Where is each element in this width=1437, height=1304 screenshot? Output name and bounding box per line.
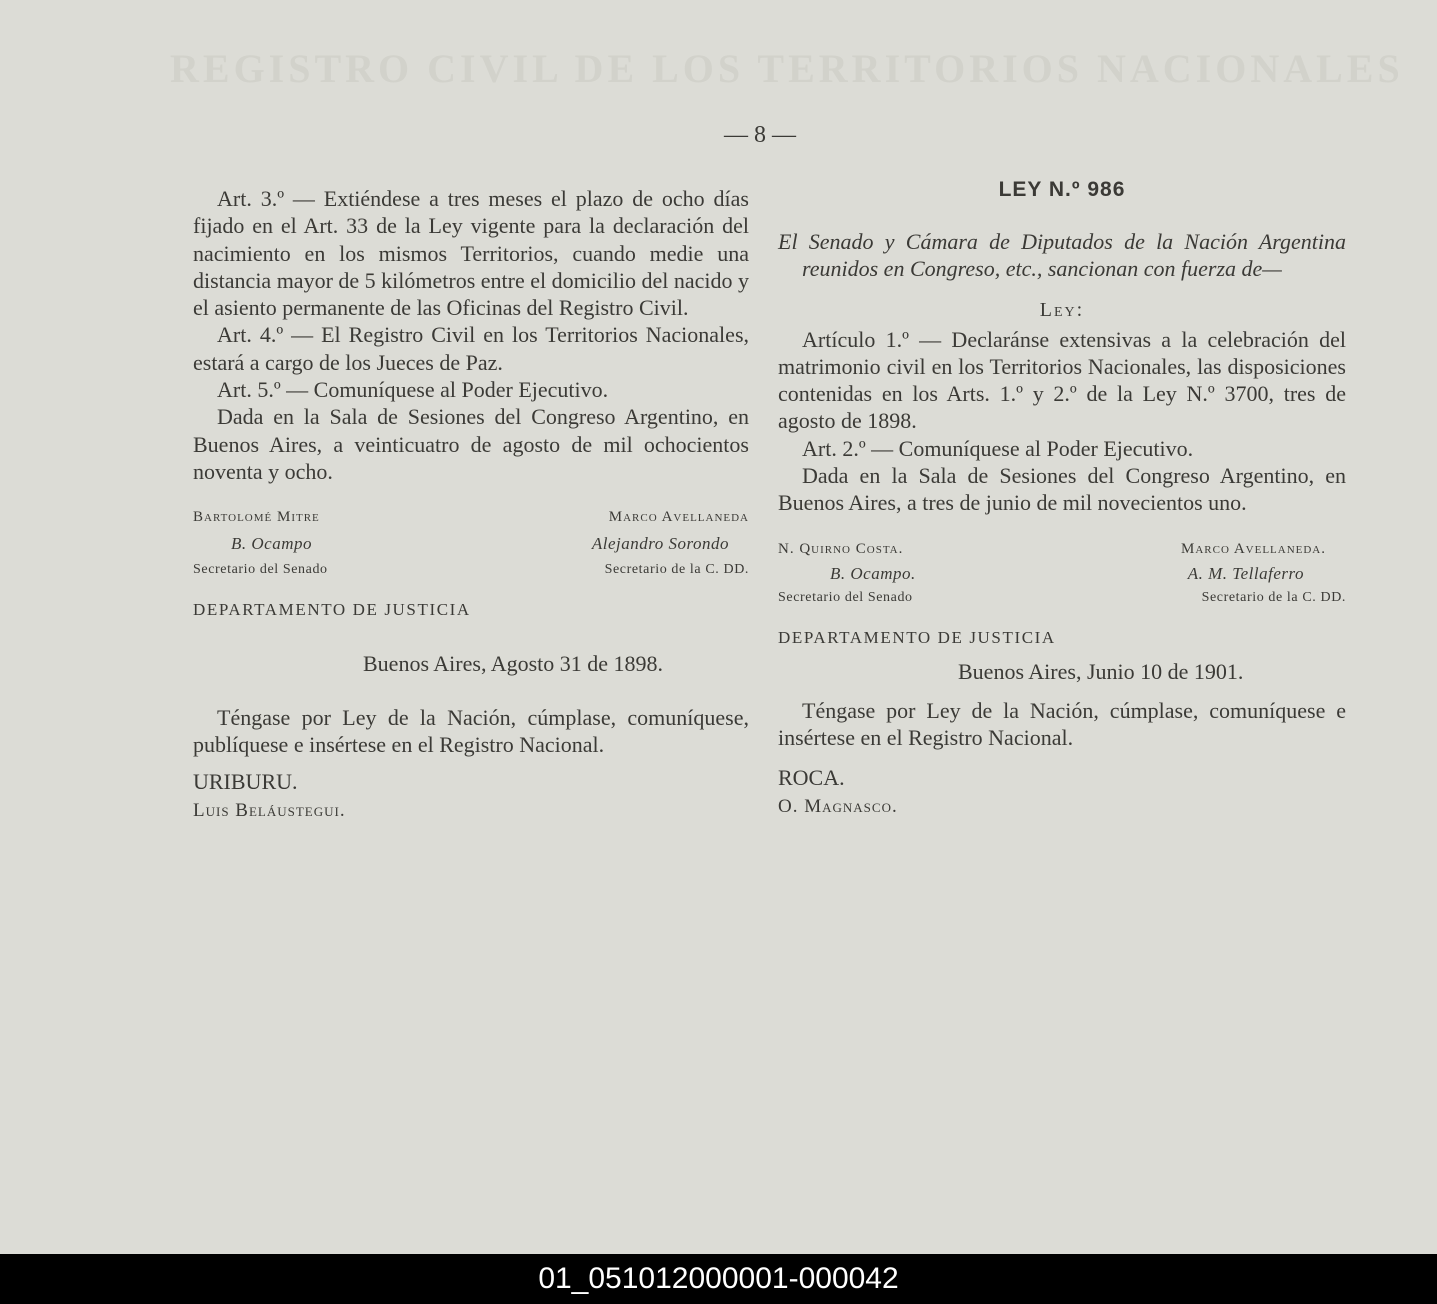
left-article-3: Art. 3.º — Extiéndese a tres meses el plazo de ocho días fijado en el Art. 33 de la Ley vigente para la declaración del nacimiento en los mismos Territorios, cuando medie una distancia mayor de 5 kilómetros entre el domicilio del nacido y el asiento permanente de las Oficinas del Registro Civil. <box>193 186 749 321</box>
senate-secretary-title: Secretario del Senado <box>193 562 328 578</box>
left-place-date: Buenos Aires, Agosto 31 de 1898. <box>363 651 664 677</box>
law-title: LEY N.º 986 <box>998 178 1126 201</box>
page-number: — 8 — <box>724 122 796 148</box>
right-signer: ROCA. <box>778 764 845 790</box>
left-column <box>193 185 749 825</box>
chamber-secretary-title: Secretario de la C. DD. <box>604 562 749 578</box>
senate-secretary-name: B. Ocampo <box>231 534 312 554</box>
right-signature-secretaries <box>778 564 1346 584</box>
right-signature-titles <box>778 590 1346 606</box>
left-signature-secretaries <box>193 534 749 554</box>
left-article-5: Art. 5.º — Comuníquese al Poder Ejecutivo. <box>217 377 609 403</box>
right-decree-text: Téngase por Ley de la Nación, cúmplase, comuníquese e insértese en el Registro Nacional. <box>778 697 1346 751</box>
right-column <box>778 178 1346 820</box>
left-decree-text: Téngase por Ley de la Nación, cúmplase, comuníquese, publíquese e insértese en el Registro Nacional. <box>193 704 749 757</box>
senate-president-name: Bartolomé Mitre <box>193 509 320 526</box>
left-signer: URIBURU. <box>193 769 298 795</box>
ley-heading: Ley: <box>1039 298 1085 321</box>
left-enactment-paragraph: Dada en la Sala de Sesiones del Congreso Argentino, en Buenos Aires, a veinticuatro de agosto de mil ochocientos noventa y ocho. <box>193 404 749 484</box>
left-signature-names <box>193 509 749 526</box>
left-article-4: Art. 4.º — El Registro Civil en los Territorios Nacionales, estará a cargo de los Jueces de Paz. <box>193 322 749 375</box>
right-department-heading: DEPARTAMENTO DE JUSTICIA <box>778 627 1056 647</box>
right-signature-names <box>778 541 1346 558</box>
chamber-president-name: Marco Avellaneda. <box>1181 540 1326 557</box>
chamber-president-name: Marco Avellaneda <box>608 509 749 526</box>
left-minister: Luis Beláustegui. <box>193 800 346 822</box>
right-enactment-paragraph: Dada en la Sala de Sesiones del Congreso Argentino, en Buenos Aires, a tres de junio de mil novecientos uno. <box>778 463 1346 516</box>
right-signature-block <box>778 541 1346 606</box>
senate-secretary-name: B. Ocampo. <box>830 563 916 583</box>
left-signature-block <box>193 509 749 578</box>
right-article-1: Artículo 1.º — Declaránse extensivas a la celebración del matrimonio civil en los Territorios Nacionales, las disposiciones contenidas en los Arts. 1.º y 2.º de la Ley N.º 3700, tres de agosto de 1898. <box>778 326 1346 434</box>
chamber-secretary-name: A. M. Tellaferro <box>1187 563 1304 583</box>
chamber-secretary-title: Secretario de la C. DD. <box>1201 589 1346 605</box>
right-article-2: Art. 2.º — Comuníquese al Poder Ejecutivo. <box>802 435 1194 461</box>
left-signature-titles <box>193 562 749 578</box>
left-department-heading: DEPARTAMENTO DE JUSTICIA <box>193 600 471 620</box>
senate-secretary-title: Secretario del Senado <box>778 589 913 605</box>
right-place-date: Buenos Aires, Junio 10 de 1901. <box>958 658 1244 684</box>
chamber-secretary-name: Alejandro Sorondo <box>591 534 729 554</box>
bleed-through-heading: REGISTRO CIVIL DE LOS TERRITORIOS NACIONALES <box>170 46 1404 91</box>
law-preamble: El Senado y Cámara de Diputados de la Nación Argentina reunidos en Congreso, etc., sancionan con fuerza de— <box>778 229 1346 282</box>
scan-id-footer: 01_051012000001-000042 <box>0 1254 1437 1304</box>
right-minister: O. Magnasco. <box>778 795 898 817</box>
senate-president-name: N. Quirno Costa. <box>778 540 904 557</box>
